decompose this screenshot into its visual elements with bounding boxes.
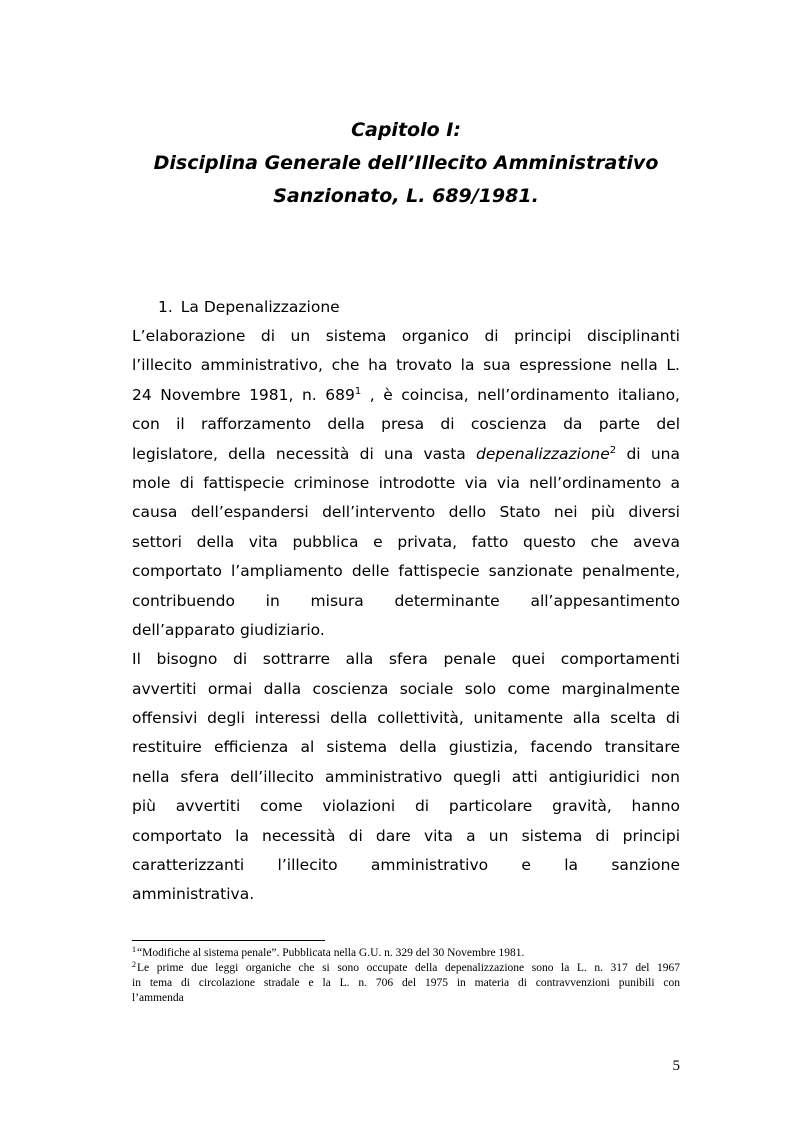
body-line: settori della vita pubblica e privata, fatto questo che aveva <box>132 532 680 551</box>
body-line: contribuendo in misura determinante all’appesantimento <box>132 591 680 610</box>
body-line <box>132 381 680 410</box>
footnote-mark-1: 1 <box>132 945 136 954</box>
body-line: restituire efficienza al sistema della giustizia, facendo transitare <box>132 738 680 757</box>
body-line-text: legislatore, della necessità di una vasta <box>132 444 466 463</box>
body-line: comportato la necessità di dare vita a un sistema di principi <box>132 826 680 845</box>
body-line: amministrativa. <box>132 885 255 904</box>
body-line: offensivi degli interessi della collettività, unitamente alla scelta di <box>132 709 680 728</box>
body-line-text: di una <box>626 444 680 463</box>
footnote-mark-2: 2 <box>132 960 136 969</box>
section-number: 1. <box>158 298 173 316</box>
section-heading <box>158 296 340 318</box>
section-title: La Depenalizzazione <box>180 298 340 316</box>
chapter-title-line-3: Sanzionato, L. 689/1981. <box>273 185 539 207</box>
body-line: Il bisogno di sottrarre alla sfera penale quei comportamenti <box>132 650 680 669</box>
footnote-2-line: l’ammenda <box>132 992 184 1004</box>
body-line-text: 24 Novembre 1981, n. 689 <box>132 385 355 404</box>
page-number: 5 <box>672 1058 680 1074</box>
body-line: con il rafforzamento della presa di coscienza da parte del <box>132 415 680 434</box>
footnotes <box>132 946 680 1006</box>
footnote-2 <box>132 961 680 976</box>
chapter-title-line-1: Capitolo I: <box>351 119 461 141</box>
footnote-ref-2: 2 <box>609 444 617 456</box>
footnote-separator <box>132 940 325 941</box>
body-line: L’elaborazione di un sistema organico di principi disciplinanti <box>132 327 680 345</box>
footnote-2-text: Le prime due leggi organiche che si sono occupate della depenalizzazione sono la L. n. 317 del 1967 <box>137 962 680 974</box>
chapter-title <box>132 114 680 213</box>
chapter-title-line-2: Disciplina Generale dell’Illecito Amministrativo <box>153 152 659 174</box>
body-line: avvertiti ormai dalla coscienza sociale solo come marginalmente <box>132 679 680 698</box>
body-line: comportato l’ampliamento delle fattispecie sanzionate penalmente, <box>132 562 680 581</box>
body-line-text: , è coincisa, nell’ordinamento italiano, <box>369 385 680 404</box>
body-line: causa dell’espandersi dell’intervento dello Stato nei più diversi <box>132 503 680 522</box>
body-line: l’illecito amministrativo, che ha trovato la sua espressione nella L. <box>132 356 680 375</box>
footnote-1-text: “Modifiche al sistema penale”. Pubblicata nella G.U. n. 329 del 30 Novembre 1981. <box>137 947 525 959</box>
body-line: mole di fattispecie criminose introdotte via via nell’ordinamento a <box>132 473 680 492</box>
body-line: caratterizzanti l’illecito amministrativo e la sanzione <box>132 856 680 875</box>
body-text <box>132 322 680 910</box>
footnote-2-line: in tema di circolazione stradale e la L. n. 706 del 1975 in materia di contravvenzioni punibili con <box>132 977 680 989</box>
body-line: più avvertiti come violazioni di particolare gravità, hanno <box>132 797 680 816</box>
body-line: dell’apparato giudiziario. <box>132 620 325 639</box>
footnote-1 <box>132 946 680 961</box>
emphasis-depenalizzazione: depenalizzazione <box>476 444 610 463</box>
body-line <box>132 440 680 469</box>
body-line: nella sfera dell’illecito amministrativo quegli atti antigiuridici non <box>132 767 680 786</box>
footnote-ref-1: 1 <box>354 385 362 397</box>
